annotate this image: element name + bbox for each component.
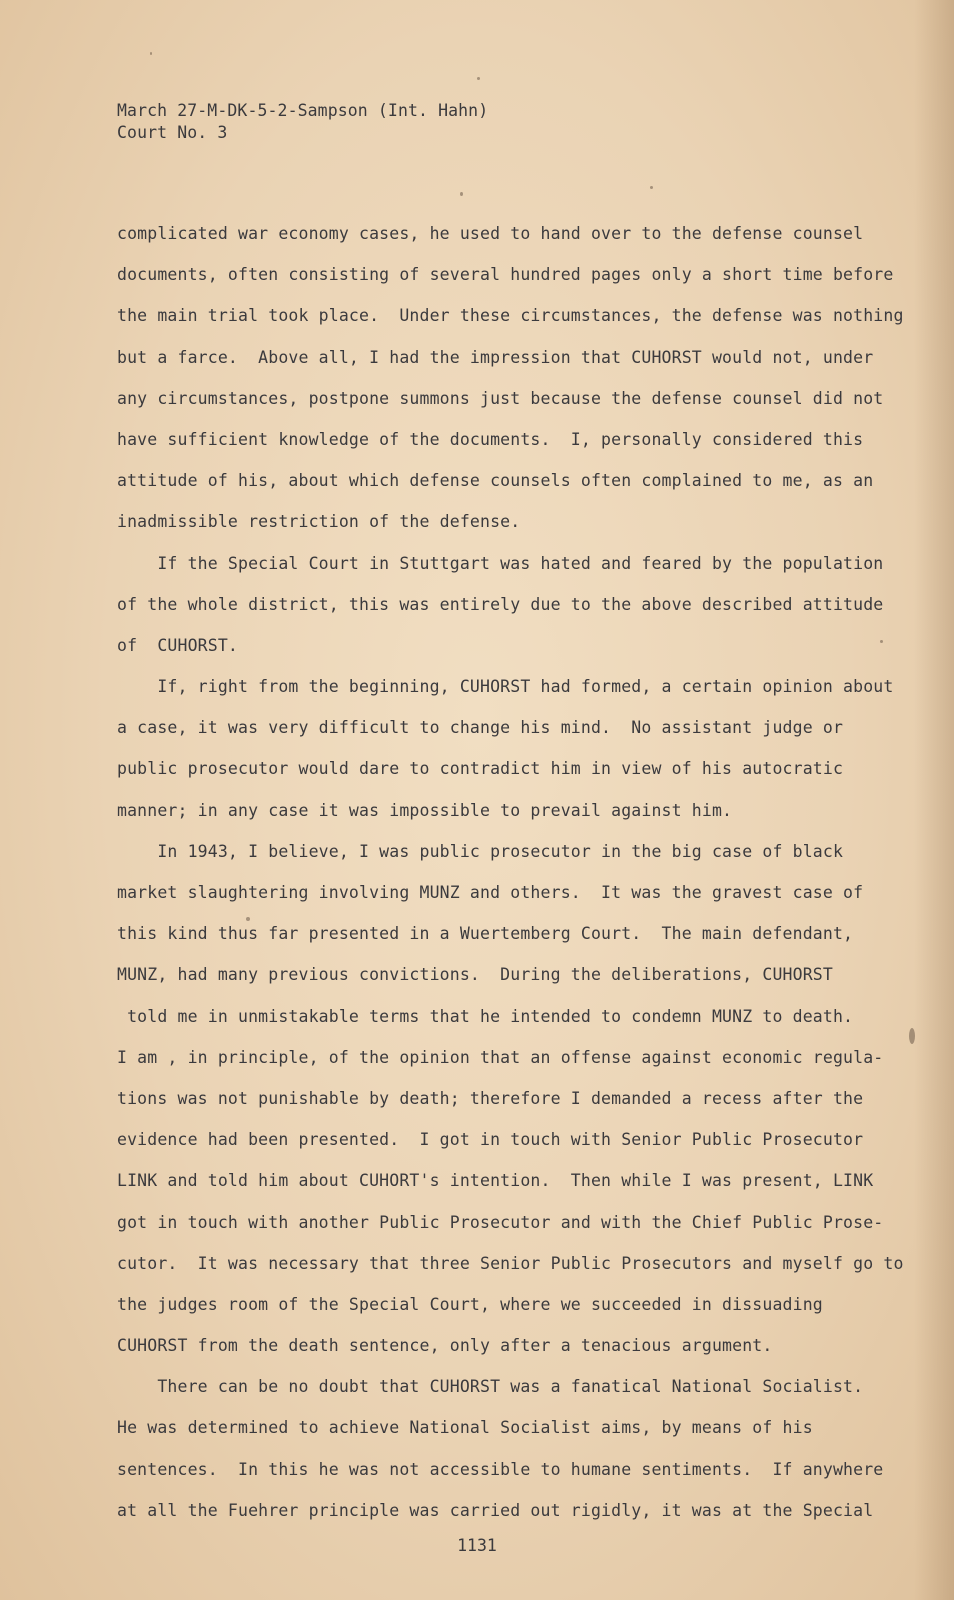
- header-line-2: Court No. 3: [117, 123, 228, 142]
- paper-speck: [880, 640, 883, 643]
- text-line: sentences. In this he was not accessible to humane sentiments. If anywhere: [117, 1459, 884, 1479]
- text-line: complicated war economy cases, he used to hand over to the defense counsel: [117, 224, 864, 243]
- body-text: [117, 222, 917, 1540]
- text-line: public prosecutor would dare to contradict him in view of his autocratic: [117, 759, 844, 779]
- text-line: told me in unmistakable terms that he intended to condemn MUNZ to death.: [117, 1006, 854, 1026]
- text-line: If the Special Court in Stuttgart was hated and feared by the population: [117, 553, 884, 573]
- page-edge-shadow: [914, 0, 954, 1600]
- text-line: a case, it was very difficult to change his mind. No assistant judge or: [117, 718, 844, 738]
- text-line: of the whole district, this was entirely due to the above described attitude: [117, 594, 884, 614]
- text-line: tions was not punishable by death; therefore I demanded a recess after the: [117, 1088, 864, 1108]
- paper-speck: [477, 77, 480, 80]
- document-header: [117, 100, 488, 144]
- text-line: In 1943, I believe, I was public prosecutor in the big case of black: [117, 841, 844, 861]
- text-line: attitude of his, about which defense counsels often complained to me, as an: [117, 471, 874, 491]
- text-line: of CUHORST.: [117, 635, 239, 655]
- text-line: the main trial took place. Under these circumstances, the defense was nothing: [117, 306, 904, 326]
- text-line: got in touch with another Public Prosecutor and with the Chief Public Prose-: [117, 1212, 884, 1232]
- paper-speck: [460, 192, 463, 196]
- text-line: cutor. It was necessary that three Senior Public Prosecutors and myself go to: [117, 1253, 904, 1273]
- paper-speck: [150, 52, 152, 55]
- text-line: manner; in any case it was impossible to prevail against him.: [117, 800, 733, 820]
- paper-speck: [909, 1028, 915, 1044]
- text-line: MUNZ, had many previous convictions. During the deliberations, CUHORST: [117, 965, 833, 985]
- text-line: inadmissible restriction of the defense.: [117, 512, 521, 532]
- text-line: but a farce. Above all, I had the impression that CUHORST would not, under: [117, 347, 874, 367]
- text-line: market slaughtering involving MUNZ and others. It was the gravest case of: [117, 883, 864, 902]
- text-line: He was determined to achieve National Socialist aims, by means of his: [117, 1418, 813, 1438]
- text-line: have sufficient knowledge of the documents. I, personally considered this: [117, 429, 864, 449]
- text-line: I am , in principle, of the opinion that an offense against economic regula-: [117, 1047, 884, 1067]
- text-line: the judges room of the Special Court, where we succeeded in dissuading: [117, 1294, 823, 1314]
- text-line: CUHORST from the death sentence, only after a tenacious argument.: [117, 1336, 773, 1356]
- page-number: 1131: [457, 1536, 497, 1555]
- text-line: LINK and told him about CUHORT's intention. Then while I was present, LINK: [117, 1171, 874, 1191]
- text-line: documents, often consisting of several hundred pages only a short time before: [117, 265, 894, 285]
- text-line: this kind thus far presented in a Wuertemberg Court. The main defendant,: [117, 924, 854, 944]
- text-line: any circumstances, postpone summons just because the defense counsel did not: [117, 388, 884, 408]
- text-line: There can be no doubt that CUHORST was a fanatical National Socialist.: [117, 1377, 864, 1397]
- paper-speck: [650, 186, 653, 189]
- header-line-1: March 27-M-DK-5-2-Sampson (Int. Hahn): [117, 101, 489, 120]
- paper-speck: [246, 917, 250, 921]
- text-line: evidence had been presented. I got in touch with Senior Public Prosecutor: [117, 1130, 864, 1150]
- text-line: at all the Fuehrer principle was carried out rigidly, it was at the Special: [117, 1500, 874, 1520]
- text-line: If, right from the beginning, CUHORST had formed, a certain opinion about: [117, 677, 894, 697]
